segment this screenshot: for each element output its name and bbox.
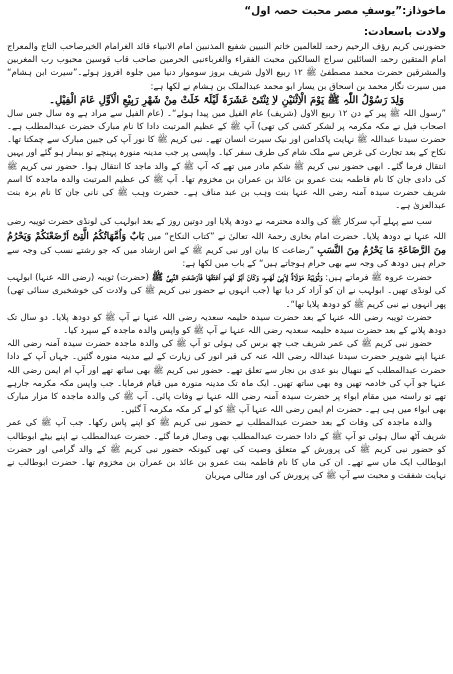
paragraph-3 bbox=[7, 216, 446, 271]
paragraph-4 bbox=[7, 271, 446, 312]
paragraph-1: حضورنبی کریم رؤف الرحیم رحمۃ للعالمین خاتم النبیین شفیع المذنبین امام الانبیاء قائد الغرامام الخیرصاحب التاج والمعراج امام المتقین رحمۃ السائلین سراج السالکین محبت الفقراء والغرباءنبی الحرمین صاحب قاب قوسین محبوب رب المغربین والمشرقین حضرت محمد مصطفیٰ ﷺ ۱۲ ربیع الاول شریف بروز سوموار دنیا میں جلوہ افروز ہوئے۔”سیرت ابن ہشام“ میں سیرت نگار محمد بن اسحاق بن یسار ابو محمد عبدالملک بن ہشام نے لکھا ہے: bbox=[7, 42, 446, 92]
paragraph-4-text-b: (حضرت) ثویبہ (رضی اللہ عنہا) ابولہب کی لونڈی تھیں۔ ابولہب نے ان کو آزاد کر دیا تھا (جب انہوں نے حضور نبی کریم ﷺ کی ولادت کی خوشخبری سنائی تھی) پھر انہوں نے نبی کریم ﷺ کو دودھ پلایا تھا“۔ bbox=[7, 273, 446, 310]
paragraph-6: حضور نبی کریم ﷺ کی عمر شریف جب چھ برس کی ہوئی تو آپ ﷺ کی والدہ ماجدہ حضرت سیدہ آمنہ رضی اللہ عنہا اپنے شوہر حضرت سیدنا عبداللہ رضی اللہ عنہ کی قبر انور کی زیارت کے لیے مدینہ منورہ گئیں۔ جہاں آپ کے دادا حضرت عبدالمطلب کے ننھیال بنو عدی بن نجار سے تعلق تھے۔ حضور نبی کریم ﷺ بھی ساتھ تھے اور آپ ام ایمن رضی اللہ عنہا جو آپ کی خادمہ تھیں وہ بھی ساتھ تھیں۔ ایک ماہ تک مدینہ منورہ میں قیام فرمایا۔ جب واپس مکہ مکرمہ جارہے تھے تو راستہ میں مقام ابواء پر حضرت سیدہ آمنہ رضی اللہ عنہا نے وفات پائی۔ آپ ﷺ کی والدہ ماجدہ کا مزار مبارک بھی ابواء میں ہی ہے۔ حضرت ام ایمن رضی اللہ عنہا آپ ﷺ کو لے کر مکہ مکرمہ آ گئیں۔ bbox=[7, 339, 446, 416]
source-title: ”یوسفِ مصر محبت حصہ اول“ bbox=[244, 5, 403, 17]
arabic-inline-2: وَثُوَیْبَۃُ مَوْلَاۃٌ لِاَبِیْ لَھَبٍ، وَکَانَ اَبُوْ لَھَبٍ اَعْتَقَھَا فَاَرْضَعَتِ النَّبِیَّ ﷺ bbox=[151, 272, 323, 284]
paragraph-3-text-a: سب سے پہلے آپ سرکار ﷺ کی والدہ محترمہ نے دودھ پلایا اور دوتین روز کے بعد ابولہب کی لونڈی حضرت ثویبہ رضی اللہ عنہا نے دودھ پلایا۔ حضرت امام بخاری رحمۃ اللہ تعالیٰ نے ”کتاب النکاح“ میں bbox=[7, 217, 447, 242]
paragraph-3-text-b: ”رضاعت کا بیان اور نبی کریم ﷺ کے اس ارشاد میں کہ جو رشتے نسب کی وجہ سے حرام ہیں دودھ کی وجہ سے بھی حرام ہوجاتے ہیں“ کے باب میں لکھا ہے: bbox=[7, 245, 446, 270]
source-label: ماخوذاز: bbox=[402, 5, 446, 17]
arabic-inline-1: بَابٌ وَاُمَّھَاتُکُمُ الَّتِیْٓ اَرْضَعْنَکُمْ وَیَحْرُمُ مِنَ الرَّضَاعَۃِ مَا یَحْرُمُ مِنَ النَّسَبِ bbox=[7, 230, 446, 256]
paragraph-7: والدہ ماجدہ کی وفات کے بعد حضرت عبدالمطلب نے حضور نبی کریم ﷺ کو اپنے پاس رکھا۔ جب آپ ﷺ کی عمر شریف آٹھ سال ہوئی تو آپ ﷺ کے دادا حضرت عبدالمطلب بھی وصال فرما گئے۔ حضرت عبدالمطلب نے اپنے بیٹے ابوطالب کو حضور نبی کریم ﷺ کی پرورش کے متعلق وصیت کی تھی کیونکہ حضور نبی کریم ﷺ کے والد گرامی اور حضرت ابوطالب ایک ماں سے تھے۔ ان کی ماں کا نام فاطمہ بنت عمرو بن عائذ بن عمران بن مخزوم تھا۔ حضرت ابوطالب نے نہایت شفقت و محبت سے آپ ﷺ کی پرورش کی اور مثالی مہربان bbox=[7, 418, 446, 482]
paragraph-4-text-a: حضرت عروہ ﷺ فرماتے ہیں: bbox=[325, 273, 433, 284]
source-header bbox=[7, 4, 446, 19]
paragraph-2: ”رسول اللہ ﷺ پیر کے دن ۱۲ ربیع الاول (شریف) عام الفیل میں پیدا ہوئے“۔ (عام الفیل سے مراد ہے وہ سال جس سال اصحاب فیل نے مکہ مکرمہ پر لشکر کشی کی تھی) آپ ﷺ کے عظیم المرتبت دادا کا نام مبارک حضرت عبدالمطلب ہے۔ حضرت سیدنا عبداللہ ﷺ نہایت پاکدامن اور نیک سیرت انسان تھے۔ نبی کریم ﷺ کا نور آپ کی جبین مبارک سے چمکتا تھا۔ نکاح کے بعد تجارت کی غرض سے ملک شام کی طرف سفر کیا۔ واپسی پر جب مدینہ منورہ پہنچے تو بیمار ہو گئے اور یہیں انتقال فرما گئے۔ ابھی حضور نبی کریم ﷺ شکم مادر میں تھے کہ آپ ﷺ کے والد ماجد کا انتقال ہوا۔ حضور نبی کریم ﷺ کی دادی جان کا نام فاطمہ بنت عمرو بن عائذ بن عمران بن مخزوم تھا۔ آپ ﷺ کی عظیم المرتبت والدہ ماجدہ کا اسم شریف حضرت سیدہ آمنہ رضی اللہ عنہا بنت وہب بن عبد مناف ہے۔ حضرت وہب ﷺ کی نانی جان کا نام برہ بنت عبدالعزیٰ ہے۔ bbox=[7, 108, 446, 212]
arabic-quote: وَلِدَ رَسُوْلُ اللّٰہِ ﷺ یَوْمَ الْاِثْنَیْنِ لاِ ثِنْتَیْ عَشَرَۃَ لَیْلَۃً خَلَتْ مِنْ شَھْرِ رَبِیْعِ الْاَوَّلِ عَامَ الْفِیْلِ۔ bbox=[49, 94, 404, 106]
paragraph-5: حضرت ثویبہ رضی اللہ عنہا کے بعد حضرت سیدہ حلیمہ سعدیہ رضی اللہ عنہا نے آپ ﷺ کو دودھ پلایا۔ دو سال تک دودھ پلانے کے بعد حضرت سیدہ حلیمہ سعدیہ رضی اللہ عنہا نے آپ ﷺ کو واپس والدہ ماجدہ کے سپرد کیا۔ bbox=[7, 312, 446, 337]
section-title: ولادت باسعادت: bbox=[363, 26, 446, 38]
